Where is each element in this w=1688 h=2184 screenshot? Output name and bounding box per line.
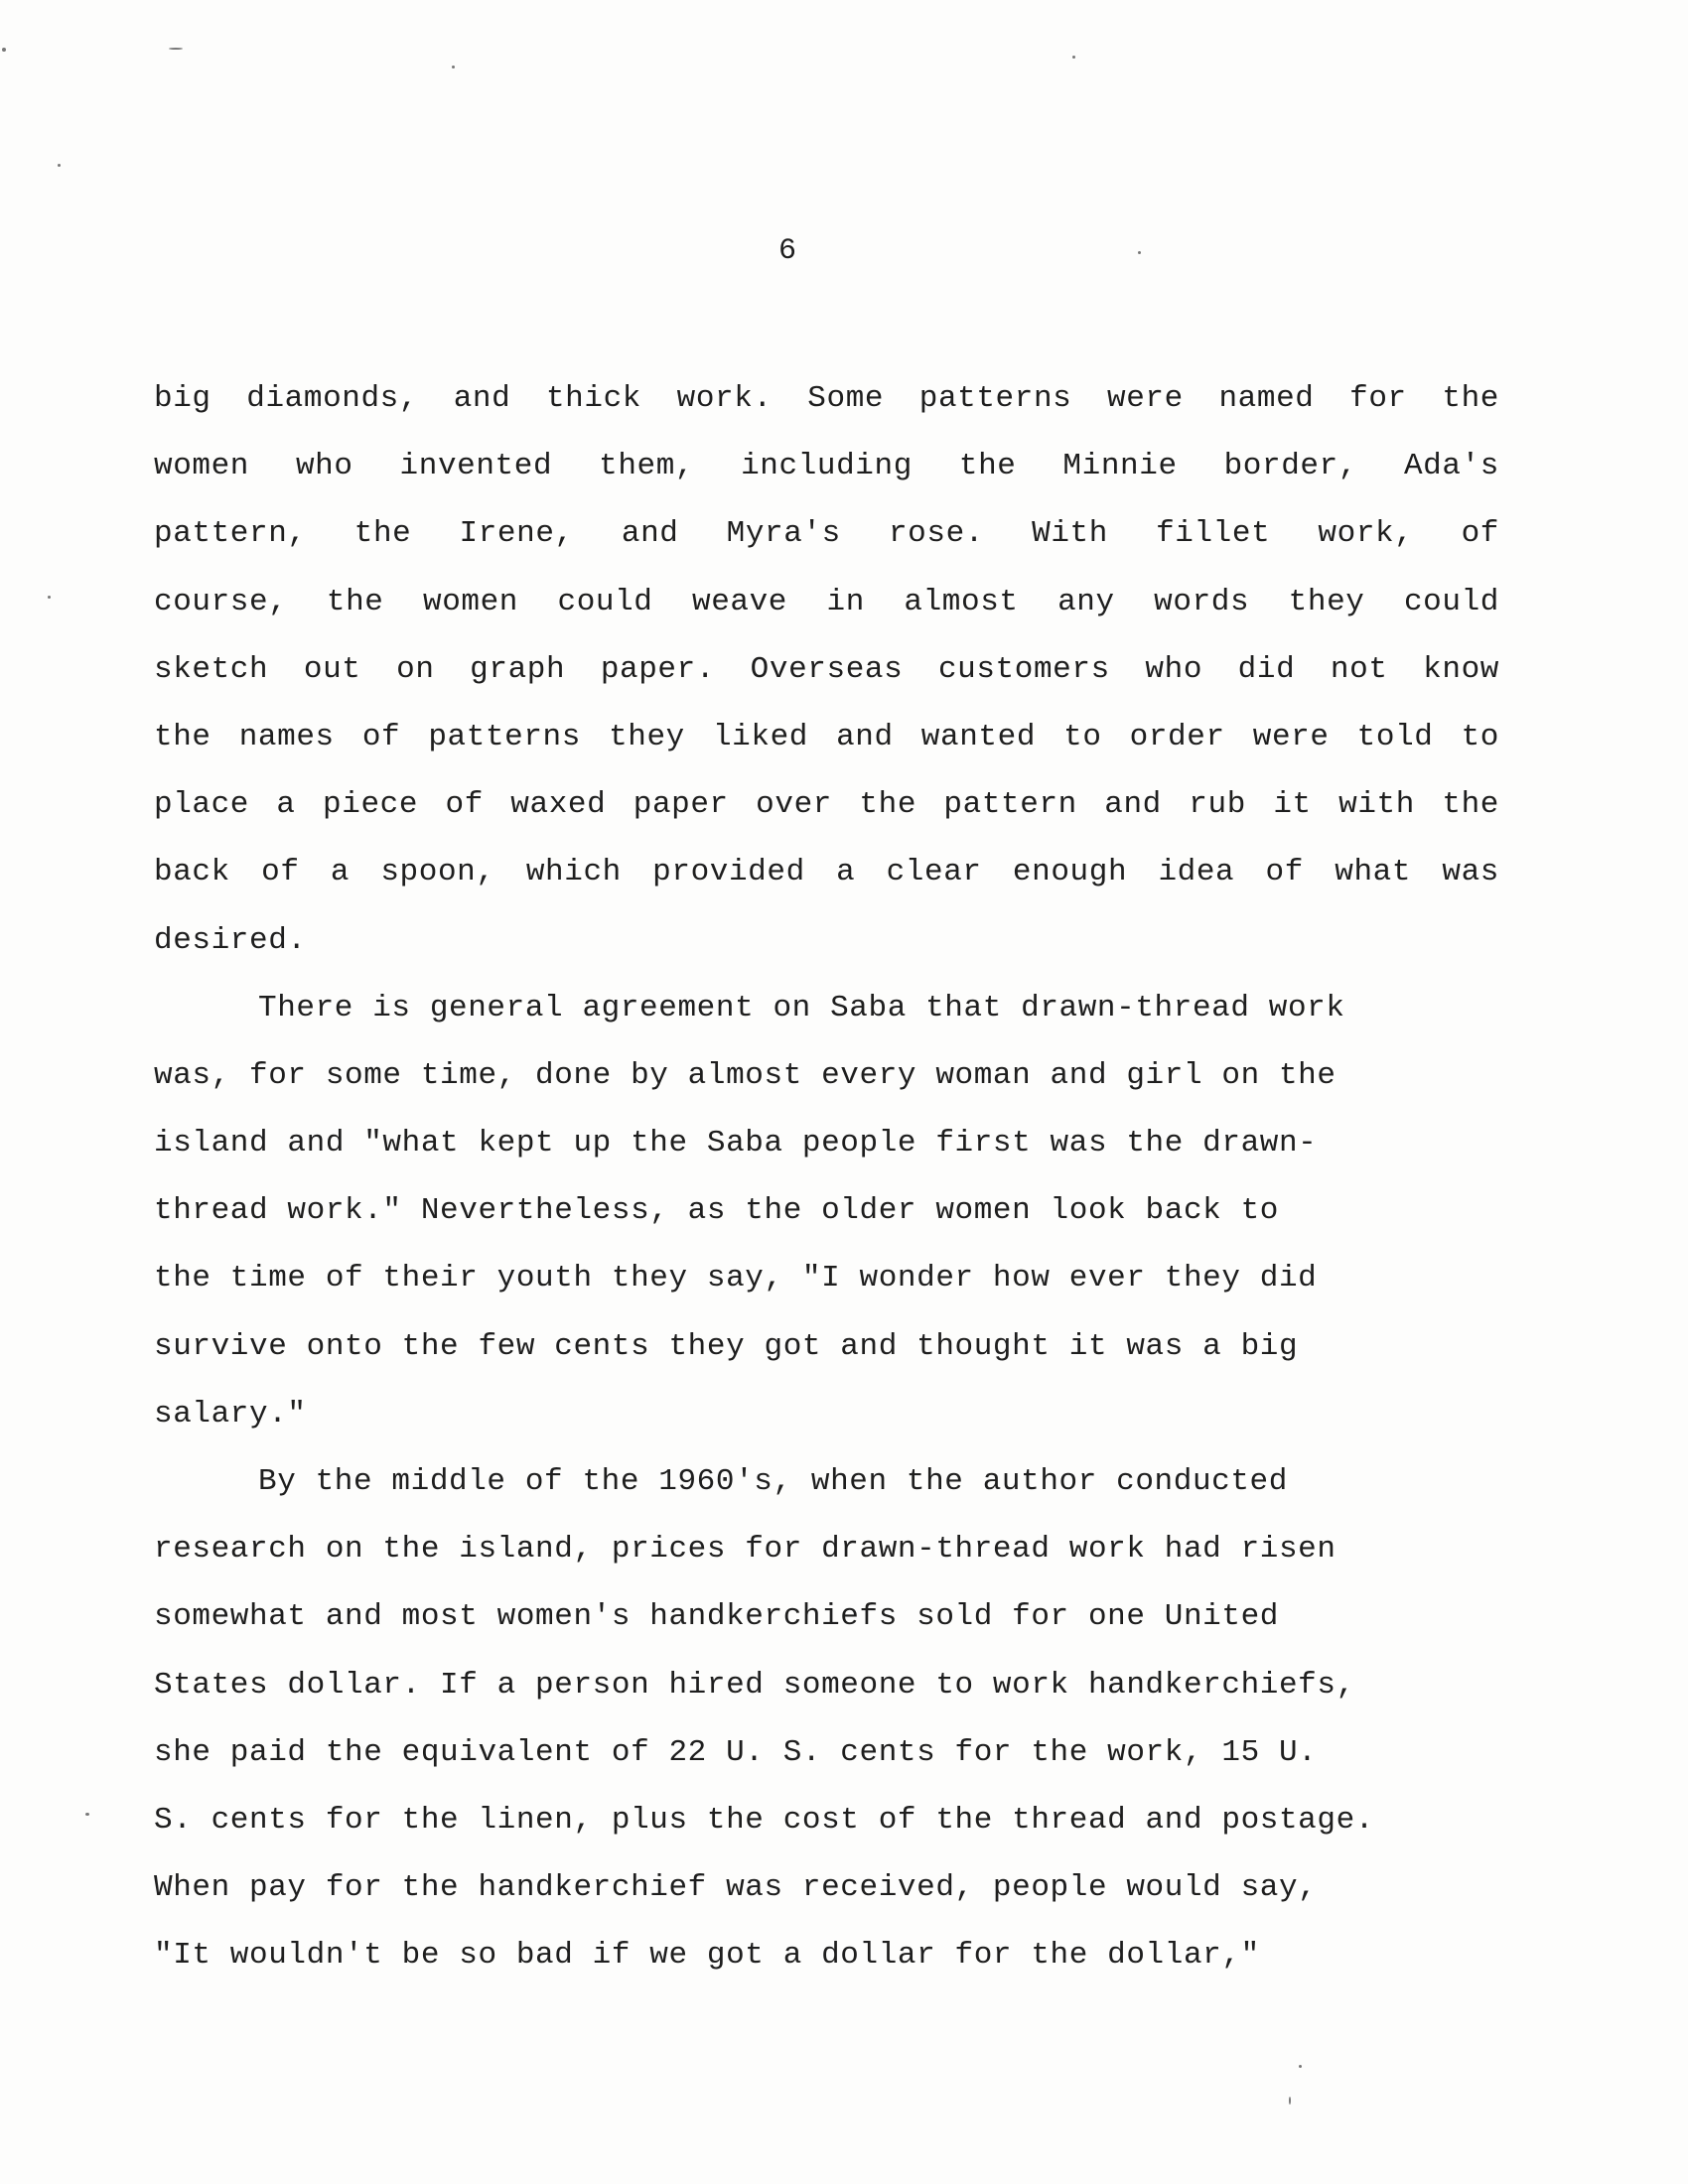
text-line: big diamonds, and thick work. Some patterns were named for the — [154, 381, 1499, 416]
text-line: island and "what kept up the Saba people first was the drawn- — [154, 1126, 1318, 1161]
text-line: salary." — [154, 1396, 307, 1432]
paragraph-3 — [154, 1448, 1499, 1990]
text-line: she paid the equivalent of 22 U. S. cents for the work, 15 U. — [154, 1734, 1318, 1770]
text-line: thread work." Nevertheless, as the older women look back to — [154, 1193, 1279, 1229]
text-line: When pay for the handkerchief was received, people would say, — [154, 1870, 1318, 1906]
scan-speck — [1289, 2097, 1291, 2105]
text-line: "It wouldn't be so bad if we got a dollar for the dollar," — [154, 1938, 1260, 1974]
paragraph-2 — [154, 975, 1499, 1448]
text-line: was, for some time, done by almost every woman and girl on the — [154, 1057, 1336, 1093]
scan-speck — [48, 596, 51, 599]
text-line: desired. — [154, 922, 307, 958]
text-line: women who invented them, including the Minnie border, Ada's — [154, 449, 1499, 484]
text-line: the time of their youth they say, "I wonder how ever they did — [154, 1261, 1318, 1297]
text-line: somewhat and most women's handkerchiefs sold for one United — [154, 1599, 1279, 1635]
scan-speck — [452, 66, 455, 68]
text-line: back of a spoon, which provided a clear enough idea of what was — [154, 855, 1499, 890]
scan-speck — [58, 164, 61, 167]
text-line: There is general agreement on Saba that drawn-thread work — [258, 990, 1345, 1025]
text-line: research on the island, prices for drawn-thread work had risen — [154, 1532, 1336, 1568]
paragraph-1 — [154, 365, 1499, 975]
text-line: By the middle of the 1960's, when the author conducted — [258, 1464, 1288, 1499]
text-line: place a piece of waxed paper over the pattern and rub it with the — [154, 787, 1499, 823]
text-line: sketch out on graph paper. Overseas customers who did not know — [154, 651, 1499, 687]
text-line: course, the women could weave in almost any words they could — [154, 584, 1499, 619]
page-number: 6 — [778, 234, 798, 268]
scan-speck — [2, 48, 6, 52]
body-text — [154, 365, 1499, 1990]
text-line: the names of patterns they liked and wanted to order were told to — [154, 719, 1499, 754]
text-line: survive onto the few cents they got and thought it was a big — [154, 1328, 1299, 1364]
text-line: S. cents for the linen, plus the cost of the thread and postage. — [154, 1802, 1374, 1838]
scan-speck — [1138, 251, 1141, 254]
text-line: pattern, the Irene, and Myra's rose. With fillet work, of — [154, 516, 1499, 552]
scan-speck — [1299, 2065, 1302, 2068]
scan-speck — [1072, 56, 1075, 59]
scan-speck — [169, 48, 183, 50]
scan-speck — [85, 1813, 89, 1816]
text-line: States dollar. If a person hired someone to work handkerchiefs, — [154, 1667, 1355, 1703]
